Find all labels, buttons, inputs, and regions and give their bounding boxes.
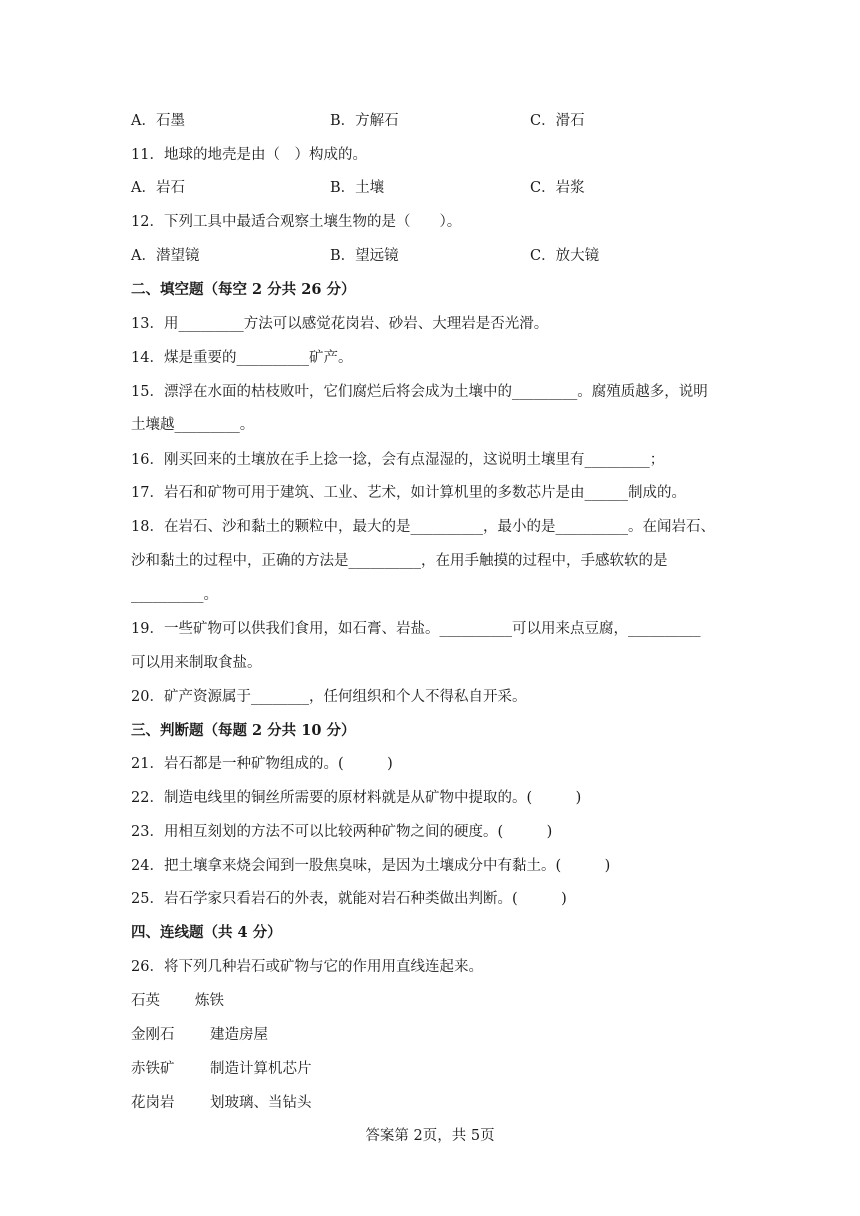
question-19-line2: 可以用来制取食盐。 bbox=[131, 655, 262, 671]
question-17: 17．岩石和矿物可用于建筑、工业、艺术，如计算机里的多数芯片是由______制成的。 bbox=[131, 485, 686, 501]
match-left-item: 石英 bbox=[131, 993, 160, 1009]
question-16: 16．刚买回来的土壤放在手上捻一捻，会有点湿湿的，这说明土壤里有_________； bbox=[131, 452, 665, 468]
match-left-item: 金刚石 bbox=[131, 1027, 175, 1043]
q12-option-b: B．望远镜 bbox=[330, 248, 399, 264]
question-26: 26．将下列几种岩石或矿物与它的作用用直线连起来。 bbox=[131, 959, 483, 975]
question-18-line2: 沙和黏土的过程中，正确的方法是__________，在用手触摸的过程中，手感软软的是 bbox=[131, 553, 668, 569]
question-24: 24．把土壤拿来烧会闻到一股焦臭味，是因为土壤成分中有黏土。( ) bbox=[131, 858, 611, 874]
question-18-line1: 18．在岩石、沙和黏土的颗粒中，最大的是__________，最小的是__________。在闻岩石、 bbox=[131, 519, 715, 535]
question-25: 25．岩石学家只看岩石的外表，就能对岩石种类做出判断。( ) bbox=[131, 891, 567, 907]
match-right-item: 制造计算机芯片 bbox=[210, 1061, 312, 1077]
question-15-line1: 15．漂浮在水面的枯枝败叶，它们腐烂后将会成为土壤中的_________。腐殖质越多，说明 bbox=[131, 384, 708, 400]
q11-option-b: B．土壤 bbox=[330, 180, 385, 196]
match-right-item: 建造房屋 bbox=[210, 1027, 268, 1043]
q10-option-c: C．滑石 bbox=[530, 113, 585, 129]
question-22: 22．制造电线里的铜丝所需要的原材料就是从矿物中提取的。( ) bbox=[131, 790, 582, 806]
section-judgement-heading: 三、判断题（每题 2 分共 10 分） bbox=[131, 722, 356, 739]
match-left-item: 花岗岩 bbox=[131, 1095, 175, 1111]
match-left-item: 赤铁矿 bbox=[131, 1061, 175, 1077]
section-fill-in-heading: 二、填空题（每空 2 分共 26 分） bbox=[131, 281, 356, 298]
q12-option-c: C．放大镜 bbox=[530, 248, 600, 264]
question-18-line3: __________。 bbox=[131, 587, 218, 603]
q11-option-c: C．岩浆 bbox=[530, 180, 585, 196]
q10-option-b: B．方解石 bbox=[330, 113, 399, 129]
question-14: 14．煤是重要的__________矿产。 bbox=[131, 350, 353, 366]
question-11: 11．地球的地壳是由（ ）构成的。 bbox=[131, 147, 367, 163]
question-23: 23．用相互刻划的方法不可以比较两种矿物之间的硬度。( ) bbox=[131, 824, 553, 840]
page-footer: 答案第 2页，共 5页 bbox=[365, 1128, 495, 1144]
q10-option-a: A．石墨 bbox=[131, 113, 185, 129]
question-20: 20．矿产资源属于________，任何组织和个人不得私自开采。 bbox=[131, 689, 527, 705]
question-21: 21．岩石都是一种矿物组成的。( ) bbox=[131, 756, 393, 772]
match-right-item: 划玻璃、当钻头 bbox=[210, 1095, 312, 1111]
match-right-item: 炼铁 bbox=[195, 993, 224, 1009]
q12-option-a: A．潜望镜 bbox=[131, 248, 200, 264]
question-19-line1: 19．一些矿物可以供我们食用，如石膏、岩盐。__________可以用来点豆腐，__________ bbox=[131, 621, 701, 637]
question-13: 13．用_________方法可以感觉花岗岩、砂岩、大理岩是否光滑。 bbox=[131, 316, 549, 332]
question-15-line2: 土壤越_________。 bbox=[131, 417, 255, 433]
section-matching-heading: 四、连线题（共 4 分） bbox=[131, 924, 282, 941]
q11-option-a: A．岩石 bbox=[131, 180, 185, 196]
question-12: 12．下列工具中最适合观察土壤生物的是（ ）。 bbox=[131, 214, 462, 230]
